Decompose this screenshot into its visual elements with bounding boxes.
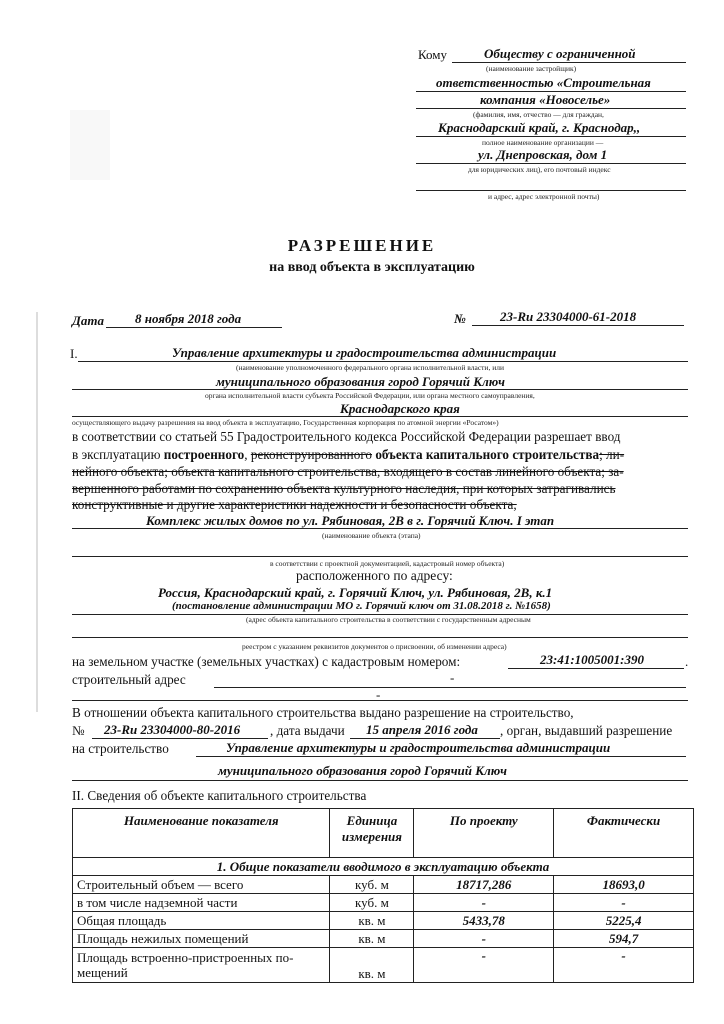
document-subtitle: на ввод объекта в эксплуатацию (269, 260, 475, 275)
addressee-hint6: и адрес, адрес электронной почты) (488, 192, 600, 201)
addressee-hint3: (фамилия, имя, отчество — для граждан, (473, 110, 604, 119)
permission-number: 23-Ru 23304000-80-2016 (104, 722, 241, 737)
p2-linear: ; ли- (599, 447, 625, 462)
row-actual: 5225,4 (554, 912, 694, 930)
table-row (73, 930, 694, 948)
p2-reconstructed: реконструированного (250, 447, 373, 462)
row-actual: 594,7 (554, 930, 694, 948)
hint-f: (адрес объекта капитального строительства в соответствии с государственным адресным (246, 615, 531, 624)
build-address-label: строительный адрес (72, 672, 186, 687)
addressee-hint1: (наименование застройщик) (486, 64, 577, 73)
paragraph-line2 (72, 447, 624, 463)
scan-artifact (70, 110, 110, 180)
build-address-dash: - (450, 670, 455, 685)
hint-c: осуществляющего выдачу разрешения на ввод объекта в эксплуатацию, Государственная корпорация по атомной энергии «Росатом») (72, 418, 499, 427)
row-name: в том числе надземной части (73, 894, 330, 912)
addressee-label: Кому (418, 47, 448, 62)
section1-roman: I. (70, 346, 78, 361)
p2-comma: , (244, 447, 251, 462)
addressee-line4: Краснодарский край, г. Краснодар,, (438, 120, 641, 135)
row-name: Площадь нежилых помещений (73, 930, 330, 948)
paragraph-line1: в соответствии со статьей 55 Градостроительного кодекса Российской Федерации разрешает ввод (72, 429, 621, 444)
number-label: № (454, 311, 466, 326)
col-header-actual: Фактически (554, 809, 694, 858)
row-project: - (414, 948, 554, 983)
table-group-row (73, 858, 694, 876)
number-value: 23-Ru 23304000-61-2018 (500, 309, 637, 324)
row-name: Площадь встроенно-пристроенных по-мещений (73, 948, 330, 983)
permission-line1: В отношении объекта капитального строительства выдано разрешение на строительство, (72, 705, 574, 720)
row-unit: кв. м (330, 948, 414, 983)
col-header-name: Наименование показателя (73, 809, 330, 858)
hint-d: (наименование объекта (этапа) (322, 531, 421, 540)
row-name: Общая площадь (73, 912, 330, 930)
permission-date: 15 апреля 2016 года (366, 722, 478, 737)
permission-no: № (72, 723, 85, 738)
addressee-line3: компания «Новоселье» (480, 92, 611, 107)
land-end: . (685, 654, 689, 669)
row-name: Строительный объем — всего (73, 876, 330, 894)
group-title: 1. Общие показатели вводимого в эксплуатацию объекта (73, 858, 694, 876)
row-unit: куб. м (330, 876, 414, 894)
addressee-hint5: для юридических лиц), его почтовый индекс (468, 165, 611, 174)
row-actual: 18693,0 (554, 876, 694, 894)
table-header-row (73, 809, 694, 858)
col-header-project: По проекту (414, 809, 554, 858)
row-unit: кв. м (330, 912, 414, 930)
indicators-table (72, 808, 694, 983)
margin-mark (36, 312, 38, 712)
addressee-line5: ул. Днепровская, дом 1 (478, 147, 608, 162)
permission-org1: Управление архитектуры и градостроительства администрации (226, 740, 611, 755)
addressee-line1: Обществу с ограниченной (484, 46, 636, 61)
permission-org2: муниципального образования город Горячий Ключ (218, 763, 507, 778)
located-label: расположенного по адресу: (296, 568, 453, 583)
permission-date-label: , дата выдачи (270, 723, 345, 738)
table-row (73, 948, 694, 983)
row-actual: - (554, 894, 694, 912)
p2-a: в эксплуатацию (72, 447, 164, 462)
table-row (73, 876, 694, 894)
table-row (73, 912, 694, 930)
section2-title: II. Сведения об объекте капитального строительства (72, 788, 367, 803)
hint-g: реестром с указанием реквизитов документов о присвоении, об изменении адреса) (242, 642, 507, 651)
paragraph-line5: конструктивные и другие характеристики надежности и безопасности объекта, (72, 497, 517, 512)
extra-dash: - (376, 687, 381, 702)
permission-org-label: , орган, выдавший разрешение (500, 723, 673, 738)
org-line1: Управление архитектуры и градостроительства администрации (172, 345, 557, 360)
permission-line3: на строительство (72, 741, 169, 756)
col-header-unit: Единица измерения (330, 809, 414, 858)
object-name: Комплекс жилых домов по ул. Рябиновая, 2В в г. Горячий Ключ. I этап (146, 513, 555, 528)
row-unit: куб. м (330, 894, 414, 912)
p2-built: построенного (163, 447, 245, 462)
addressee-line2: ответственностью «Строительная (436, 75, 651, 90)
document-title: РАЗРЕШЕНИЕ (287, 236, 437, 255)
date-label: Дата (72, 313, 104, 328)
row-unit: кв. м (330, 930, 414, 948)
date-value: 8 ноября 2018 года (135, 311, 242, 326)
row-actual: - (554, 948, 694, 983)
hint-e: в соответствии с проектной документацией, кадастровый номер объекта) (270, 559, 505, 568)
table-row (73, 894, 694, 912)
paragraph-line4: вершенного работами по сохранению объекта культурного наследия, при которых затрагивались (72, 481, 616, 496)
row-project: 5433,78 (414, 912, 554, 930)
row-project: - (414, 894, 554, 912)
org-line3: Краснодарского края (340, 401, 460, 416)
land-label: на земельном участке (земельных участках) с кадастровым номером: (72, 654, 461, 669)
address-line2: (постановление администрации МО г. Горячий ключ от 31.08.2018 г. №1658) (172, 600, 551, 612)
address-line1: Россия, Краснодарский край, г. Горячий Ключ, ул. Рябиновая, 2В, к.1 (158, 585, 553, 600)
paragraph-line3: нейного объекта; объекта капитального строительства, входящего в состав линейного объекта; за- (72, 464, 624, 479)
p2-object: объекта капитального строительства (372, 447, 600, 462)
row-project: - (414, 930, 554, 948)
row-project: 18717,286 (414, 876, 554, 894)
land-value: 23:41:1005001:390 (540, 652, 644, 667)
hint-a: (наименование уполномоченного федерального органа исполнительной власти, или (236, 363, 504, 372)
addressee-hint4: полное наименование организации — (482, 138, 604, 147)
org-line2: муниципального образования город Горячий Ключ (216, 374, 505, 389)
hint-b: органа исполнительной власти субъекта Российской Федерации, или органа местного самоуправления, (205, 391, 535, 400)
